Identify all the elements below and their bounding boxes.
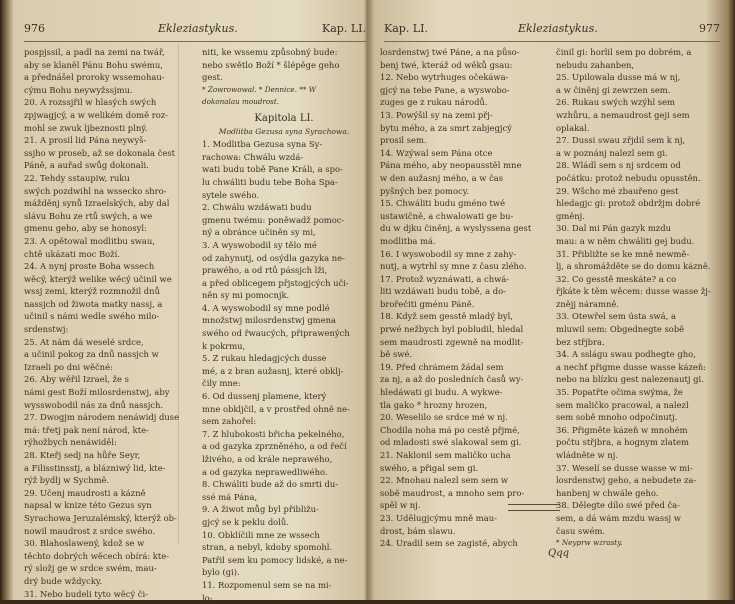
- text-line: liti wzdáwati budu tobě, a do-: [380, 286, 506, 297]
- text-line: sobě maudrost, a mnoho sem pro-: [380, 487, 525, 498]
- text-line: stran, a nebyl, kdoby spomohl.: [202, 542, 333, 553]
- text-line: 24. Uradil sem se zagisté, abych: [380, 538, 518, 549]
- text-line: mau: a w něm chwáliti gej budu.: [556, 235, 695, 246]
- left-header-rule: [24, 41, 366, 42]
- text-line: wěcý, kterýž welike wěcý učinil we: [24, 273, 172, 284]
- text-line: 21. A prosil lid Pána neywyš-: [24, 135, 147, 146]
- text-line: Kapitola LI.: [254, 112, 314, 124]
- text-line: 29. Wšcho mé zbauřeno gest: [556, 185, 679, 196]
- text-line: 28. Wládl sem s nj srdcem od: [556, 160, 681, 171]
- text-line: sem sobě mnoho odpočinutj.: [556, 412, 678, 423]
- text-line: 22. Mnohau nalezl sem sem w: [380, 475, 509, 486]
- text-line: a před oblicegem přjstogjcých uči-: [202, 277, 349, 288]
- text-line: 23. A opětowal modlitbu swau,: [24, 235, 155, 246]
- text-line: 25. Upilowala dusse má w nj,: [556, 72, 681, 83]
- left-column-1: [24, 46, 188, 600]
- text-line: dokonalau moudrost.: [202, 97, 280, 107]
- text-line: gmenu geho, aby se honosyl:: [24, 223, 147, 234]
- text-line: 16. I wyswobodil sy mne z zahy-: [380, 248, 517, 259]
- text-line: bytu mého, a za smrt zabjegjcý: [380, 122, 512, 133]
- text-line: gměnj.: [556, 210, 585, 221]
- text-line: pospjssil, a padl na zemi na twář,: [24, 47, 165, 57]
- text-line: brořečiti gménu Páně.: [380, 298, 475, 309]
- text-line: prawého, a od rtů pássjch lži,: [202, 265, 328, 276]
- text-line: sem maudrosti zgewně na modlit-: [380, 336, 524, 347]
- text-line: řjkáte k těm wěcem: dusse wasse žj-: [556, 286, 711, 297]
- text-line: k pokrmu,: [202, 340, 246, 351]
- left-page: [18, 0, 366, 603]
- text-line: 14. Wzýwal sem Pána otce: [380, 147, 493, 158]
- right-running-title: Ekleziastykus.: [518, 22, 598, 35]
- text-line: 32. Co gesstě meskáte? a co: [556, 273, 677, 284]
- left-chapter-label: Kap. LI.: [322, 22, 366, 35]
- text-line: 27. Dwogjm národem nenáwidj duse: [24, 412, 180, 423]
- text-line: hledáwati gi budu. A wykwe-: [380, 387, 503, 398]
- text-line: mohl se zwuk ljbeznosti plný.: [24, 122, 148, 133]
- text-line: 20. Weselilo se srdce mé w nj.: [380, 412, 508, 423]
- text-line: nebudu zahanben,: [556, 59, 635, 70]
- signature-mark: Qqq: [548, 548, 570, 559]
- text-line: 10. Obklíčili mne ze wssech: [202, 529, 320, 540]
- right-column-2: [556, 46, 720, 550]
- text-line: mážděnj synů Izraelských, aby dal: [24, 198, 170, 209]
- text-line: nebo na blízku gest nalezenautj gi.: [556, 374, 704, 385]
- left-column-2: [202, 46, 366, 604]
- text-line: gjcý se k peklu dolů.: [202, 516, 289, 527]
- text-line: rý složj ge w srdce swém, mau-: [24, 563, 157, 574]
- text-line: aby se klaněl Pánu Bohu swému,: [24, 59, 163, 70]
- text-line: tla gako * hrozny hrozen,: [380, 399, 488, 410]
- text-line: 9. A žiwot můg byl přibližu-: [202, 504, 319, 515]
- text-line: nebo swětlo Boží * šlépěge geho: [202, 59, 340, 70]
- text-line: 30. Blahoslawený, kdož se w: [24, 538, 145, 549]
- text-line: ustawičně, a chwalowati ge bu-: [380, 210, 514, 221]
- text-line: sytele swého.: [202, 189, 260, 200]
- text-line: prwé nežbych byl pobludil, hledal: [380, 324, 524, 335]
- text-line: wati budu tobě Pane Králi, a spo-: [202, 164, 343, 175]
- text-line: drý bude wždycky.: [24, 575, 103, 586]
- text-line: 37. Weselí se dusse wasse w mi-: [556, 462, 693, 473]
- left-running-head: [18, 22, 366, 40]
- text-line: činil gi: horlil sem po dobrém, a: [556, 47, 692, 57]
- text-line: 22. Tehdy sstaupiw, ruku: [24, 172, 130, 183]
- text-line: 17. Protož wyznáwati, a chwá-: [380, 273, 510, 284]
- text-line: 20. A rozssjřil w hlasých swých: [24, 97, 157, 108]
- text-line: 28. Kteřj sedj na hůře Seyr,: [24, 450, 141, 460]
- text-line: rýž bydlj w Sychmě.: [24, 475, 110, 486]
- text-line: sem maličko pracowal, a nalezl: [556, 399, 689, 410]
- text-line: napsal w knize této Gezus syn: [24, 500, 152, 511]
- text-line: wládněte w nj.: [556, 450, 619, 460]
- text-line: gjcý na tebe Pane, a wyswobo-: [380, 84, 510, 95]
- text-line: bě swé.: [380, 349, 413, 360]
- left-running-title: Ekleziastykus.: [158, 22, 238, 35]
- text-line: ssé má Pána,: [202, 491, 258, 502]
- text-line: ssjho w proseb, až se dokonala čest: [24, 147, 176, 158]
- text-line: 7. Z hlubokosti břicha pekelného,: [202, 428, 345, 439]
- text-line: nowil maudrost z srdce swého.: [24, 525, 156, 536]
- text-line: ný a obránce učiněn sy mi,: [202, 227, 316, 238]
- text-line: 25. At nám dá weselé srdce,: [24, 336, 144, 347]
- text-line: Syrachowa Jeruzalémský, kterýž ob-: [24, 512, 177, 523]
- text-line: swého od řwaucých, připrawených: [202, 328, 350, 339]
- text-line: 23. Udělugjcýmu mně mau-: [380, 512, 497, 523]
- text-line: lživého, a od krále neprawého,: [202, 454, 333, 464]
- text-line: Chodila noha má po cestě přjmé,: [380, 424, 520, 435]
- text-line: množstwj milosrdenstwj gmena: [202, 315, 336, 326]
- text-line: Pána mého, aby neopausstěl mne: [380, 160, 522, 171]
- text-line: za nj, a až do posledních časů wy-: [380, 374, 524, 385]
- end-ornament: [508, 504, 560, 511]
- text-line: 27. Dussi swau zřjdil sem k nj,: [556, 135, 686, 146]
- text-line: lj, a shromážděte se do domu kázně.: [556, 261, 711, 272]
- text-line: 21. Naklonil sem maličko ucha: [380, 450, 511, 460]
- text-line: spěl w nj.: [380, 500, 421, 511]
- text-line: Patřil sem ku pomocy lidské, a ne-: [202, 554, 348, 565]
- text-line: pyšných bez pomocy.: [380, 185, 470, 196]
- right-running-head: [378, 22, 720, 40]
- text-line: swých pozdwihl na wssecko shro-: [24, 185, 167, 196]
- text-line: těchto dobrých wěcech obírá: kte-: [24, 550, 170, 561]
- text-line: čily mne:: [202, 378, 241, 389]
- text-line: slávu Bohu ze rtů swých, a we: [24, 210, 153, 221]
- text-line: a od gazyka zprzněného, a od řečí: [202, 441, 347, 452]
- text-line: a přednášel proroky wssemohau-: [24, 72, 165, 83]
- text-line: a nechť přigme dusse wasse kázeň:: [556, 361, 707, 372]
- text-line: má: třetj pak není národ, kte-: [24, 424, 149, 435]
- text-line: od mladosti swé slakowal sem gi.: [380, 437, 522, 448]
- text-line: wysswobodil nás za dnů nassjch.: [24, 399, 164, 410]
- text-line: oplakal.: [556, 122, 590, 133]
- text-line: rachowa: Chwálu wzdá-: [202, 151, 304, 162]
- text-line: losrdenstwj twé Páne, a na půso-: [380, 47, 520, 57]
- right-page-number: 977: [699, 22, 720, 35]
- text-line: zuges ge z rukau národů.: [380, 97, 488, 108]
- text-line: času swém.: [556, 525, 606, 536]
- text-line: du w djku činěnj, a wyslyssena gest: [380, 223, 532, 234]
- text-line: losrdenstwj geho, a nebudete za-: [556, 475, 697, 486]
- text-line: 34. A sslágu swau podhegte gho,: [556, 349, 696, 360]
- text-line: 15. Chwáliti budu gméno twé: [380, 198, 506, 209]
- text-line: 26. Rukau swých wzýhl sem: [556, 97, 675, 108]
- text-line: 4. A wyswobodil sy mne podlé: [202, 302, 330, 313]
- text-line: 3. A wyswobodil sy tělo mé: [202, 239, 317, 250]
- text-line: cýmu Bohu neywyžssjmu.: [24, 84, 133, 95]
- text-line: sem, a dá wám mzdu wassj w: [556, 512, 681, 523]
- text-line: 11. Rozpomenul sem se na mi-: [202, 579, 332, 590]
- left-page-number: 976: [24, 22, 45, 35]
- text-line: 31. Přibližte se ke mně newmě-: [556, 248, 690, 259]
- text-line: prosil sem.: [380, 135, 427, 146]
- text-line: 13. Powýšil sy na zemi přj-: [380, 109, 493, 120]
- text-line: mé, a z bran aužasnj, které obklj-: [202, 365, 344, 376]
- right-chapter-label: Kap. LI.: [384, 22, 428, 35]
- text-line: bylo (gi).: [202, 567, 240, 578]
- text-line: 29. Učenj maudrosti a kázně: [24, 487, 146, 498]
- text-line: učinil s námi wedle swého milo-: [24, 311, 160, 322]
- text-line: znějj náramně.: [556, 298, 619, 309]
- text-line: sem zahořel:: [202, 416, 257, 427]
- text-line: gest.: [202, 72, 223, 83]
- text-line: zpjwagjcý, a w welikém domě roz-: [24, 109, 168, 120]
- text-line: lu chwáliti budu tebe Boha Spa-: [202, 176, 338, 187]
- text-line: mluwil sem: Obgednegte sobě: [556, 324, 685, 335]
- text-line: hledagjc gi: protož obdržjm dobré: [556, 198, 701, 209]
- text-line: 5. Z rukau hledagjcých dusse: [202, 353, 327, 364]
- text-line: 24. A nynj proste Boha wssech: [24, 261, 155, 272]
- text-line: 30. Dal mi Pán gazyk mzdu: [556, 223, 671, 234]
- text-line: 33. Otewřel sem ústa swá, a: [556, 311, 676, 322]
- text-line: chtě ukázati moc Boží.: [24, 248, 120, 259]
- text-line: a od gazyka neprawedliwého.: [202, 466, 328, 477]
- text-line: mne obkljčil, a v prostřed ohně ne-: [202, 403, 350, 414]
- text-line: * Neyprw wzrasty.: [556, 538, 623, 548]
- text-line: drost, bám slawu.: [380, 525, 456, 536]
- text-line: bez střjbra.: [556, 336, 605, 347]
- text-line: počtu střjbra, a hognym zlatem: [556, 437, 689, 448]
- text-line: hanbenj w chwále geho.: [556, 487, 659, 498]
- text-line: 38. Dělegte dílo swé před ča-: [556, 500, 680, 511]
- text-line: wssj zemi, kterýž rozmnožil dnů: [24, 286, 160, 297]
- right-column-1: [380, 46, 544, 550]
- text-line: 18. Když sem gesstě mladý byl,: [380, 311, 513, 322]
- text-line: 36. Přigměte kázeň w mnohém: [556, 424, 688, 435]
- text-line: 31. Nebo budeli tyto wěcý či-: [24, 588, 148, 599]
- text-line: Izraeli po dni wěčné:: [24, 361, 113, 372]
- text-line: 8. Chwáliti bude až do smrti du-: [202, 479, 339, 490]
- text-line: 1. Modlitba Gezusa syna Sy-: [202, 139, 323, 150]
- text-line: 6. Od dussenj plamene, který: [202, 391, 327, 402]
- text-line: lo-: [202, 592, 213, 603]
- text-line: swého, a přigal sem gi.: [380, 462, 479, 473]
- text-line: w den aužasnj mého, a w čas: [380, 172, 504, 183]
- text-line: srdenstwj:: [24, 324, 69, 335]
- right-header-rule: [384, 41, 720, 42]
- text-line: Modlitba Gezusa syna Syrachowa.: [218, 126, 350, 136]
- text-line: Páně, a auřad swůg dokonali.: [24, 160, 149, 171]
- text-line: nutj, a wytrhl sy mne z času zlého.: [380, 261, 527, 272]
- text-line: a w činěnj gi zewrzen sem.: [556, 84, 671, 95]
- text-line: wzhůru, a nemaudrost geji sem: [556, 109, 690, 120]
- text-line: gmenu twému: poněwadž pomoc-: [202, 214, 345, 225]
- text-line: něn sy mi pomocnjk.: [202, 290, 290, 301]
- text-line: * Zowrowowal. * Dennice. ** W: [202, 84, 317, 94]
- text-line: modlitba má.: [380, 235, 436, 246]
- text-line: námi gest Boží milosrdenstwj, aby: [24, 387, 170, 398]
- text-line: 26. Aby wěřil Izrael, že s: [24, 374, 129, 385]
- text-line: a Filisstinsstj, a blázniwý lid, kte-: [24, 462, 166, 473]
- text-line: benj twé, kteráž od wěků gsau:: [380, 59, 513, 70]
- text-line: 2. Chwálu wzdáwati budu: [202, 202, 312, 213]
- text-line: rýhožbych nenáwiděl:: [24, 437, 117, 448]
- text-line: nassjch od žiwota matky nassj, a: [24, 298, 163, 309]
- text-line: 19. Před chrámem žádal sem: [380, 361, 504, 372]
- text-line: počátku: protož nebudu opusstěn.: [556, 172, 701, 183]
- text-line: niti, ke wssemu způsobný bude:: [202, 47, 338, 57]
- text-line: 12. Nebo wytrhuges očekáwa-: [380, 72, 509, 83]
- text-line: od zahynutj, od osýdla gazyka ne-: [202, 252, 345, 263]
- text-line: a učinil pokog za dnů nassjch w: [24, 349, 159, 360]
- text-line: a w poznánj nalezl sem gi.: [556, 147, 668, 158]
- text-line: 35. Popatřte očima swýma, že: [556, 387, 683, 398]
